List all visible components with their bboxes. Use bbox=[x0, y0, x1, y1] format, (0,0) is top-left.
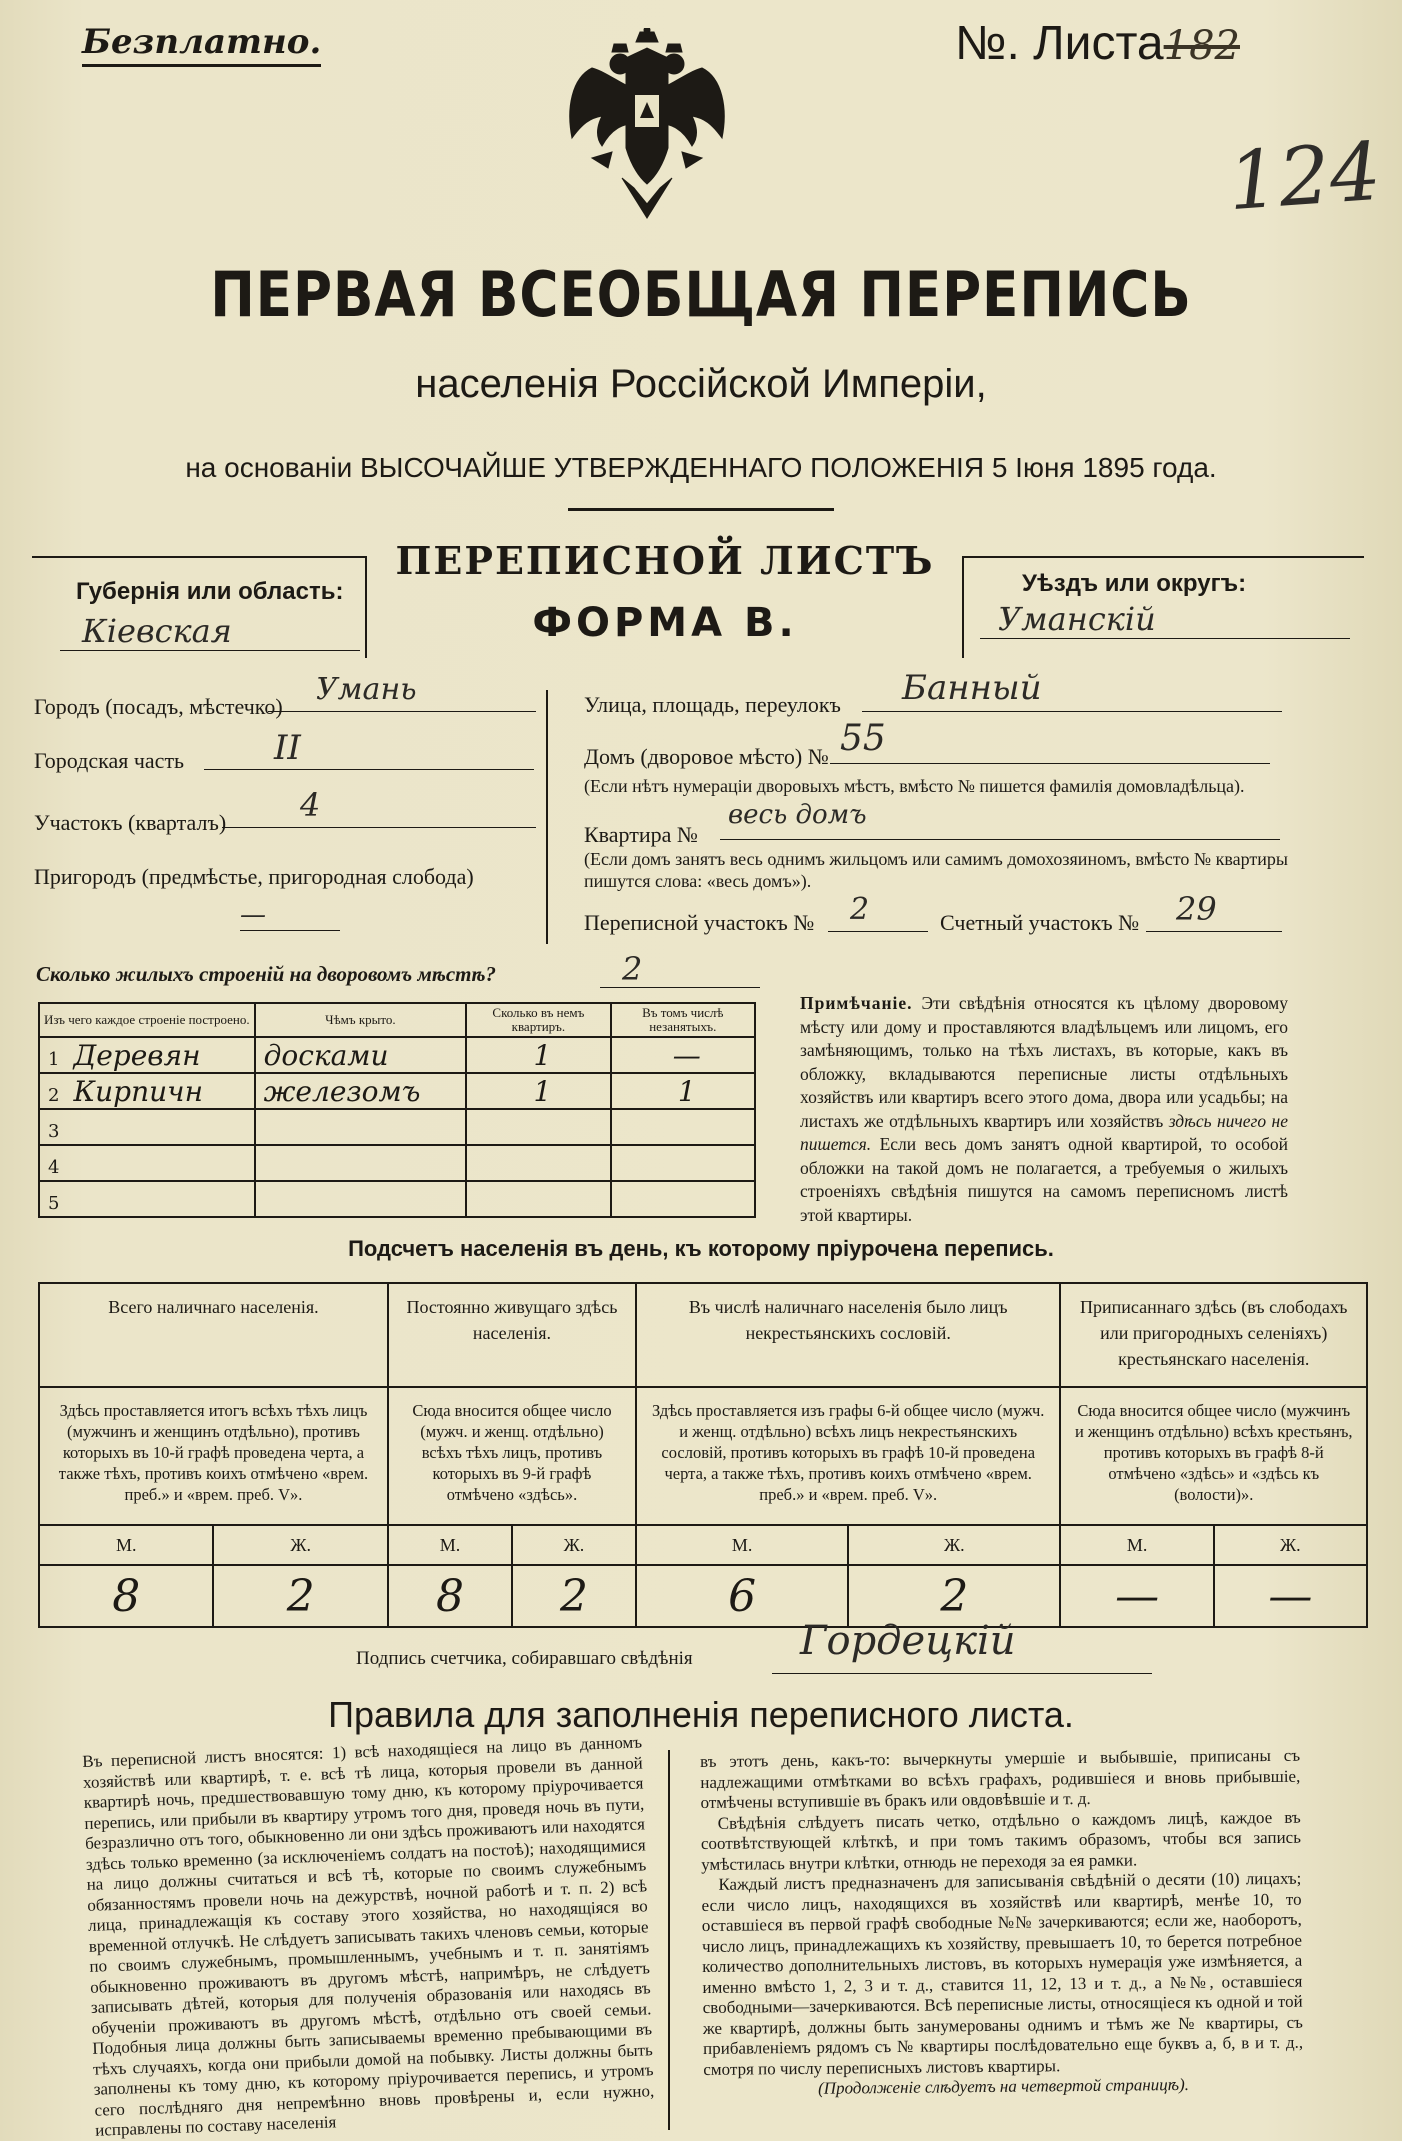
col-permanent-desc: Сюда вносится общее число (мужч. и женщ. отдѣльно) всѣхъ тѣхъ лицъ, противъ которыхъ въ 9-й графѣ отмѣчено «здѣсь». bbox=[388, 1387, 636, 1525]
col-total-header: Всего наличнаго населенія. bbox=[39, 1283, 388, 1387]
apartments-cell: 1 bbox=[466, 1073, 610, 1109]
table-row bbox=[39, 1145, 755, 1181]
peasant-male-value: — bbox=[1060, 1565, 1213, 1627]
city-part-label: Городская часть bbox=[34, 748, 185, 773]
nonpeasant-male-value: 6 bbox=[636, 1565, 848, 1627]
subtitle: населенія Россійской Имперіи, bbox=[415, 362, 987, 406]
apartment-value: весь домъ bbox=[720, 800, 1280, 840]
house-note: (Если нѣтъ нумераціи дворовыхъ мѣстъ, вмѣсто № пишется фамилія домовладѣльца). bbox=[584, 776, 1245, 796]
form-name: ФОРМА В. bbox=[532, 600, 798, 646]
table-header bbox=[39, 1003, 755, 1037]
population-values bbox=[39, 1565, 1367, 1627]
city-value: Умань bbox=[268, 672, 536, 712]
female-label: Ж. bbox=[848, 1525, 1060, 1565]
permanent-female-value: 2 bbox=[512, 1565, 636, 1627]
population-table bbox=[38, 1282, 1368, 1628]
male-label: М. bbox=[39, 1525, 213, 1565]
col-material-header: Изъ чего каждое строеніе построено. bbox=[39, 1003, 255, 1037]
population-descriptions bbox=[39, 1387, 1367, 1525]
street-label: Улица, площадь, переулокъ bbox=[584, 692, 841, 717]
sheet-title: ПЕРЕПИСНОЙ ЛИСТЪ bbox=[395, 538, 935, 583]
census-section-value: 2 bbox=[828, 892, 928, 932]
city-part-value: II bbox=[204, 728, 534, 770]
note-label: Примѣчаніе. bbox=[800, 993, 913, 1013]
buildings-table bbox=[38, 1002, 756, 1218]
roof-cell bbox=[255, 1181, 467, 1217]
female-label: Ж. bbox=[1214, 1525, 1367, 1565]
material-cell: 3 bbox=[39, 1109, 255, 1145]
roof-cell: железомъ bbox=[255, 1073, 467, 1109]
continued-note: (Продолженіе слѣдуетъ на четвертой страницѣ). bbox=[817, 2074, 1190, 2098]
col-nonpeasant-header: Въ числѣ наличнаго населенія было лицъ некрестьянскихъ сословій. bbox=[636, 1283, 1061, 1387]
province-value: Кіевская bbox=[60, 612, 360, 651]
main-title: ПЕРВАЯ ВСЕОБЩАЯ ПЕРЕПИСЬ bbox=[210, 258, 1192, 331]
district-label: Уѣздъ или округъ: bbox=[1022, 570, 1247, 597]
sheet-number-value: 182 bbox=[1163, 23, 1240, 69]
total-female-value: 2 bbox=[213, 1565, 387, 1627]
male-label: М. bbox=[388, 1525, 512, 1565]
apartment-label: Квартира № bbox=[584, 822, 698, 847]
table-row bbox=[39, 1037, 755, 1073]
table-row bbox=[39, 1073, 755, 1109]
rules-para-c: Каждый листъ предназначенъ для записыванія свѣдѣній о десяти (10) лицахъ; если число лицъ, находящихся въ хозяйствѣ или квартирѣ, менѣе 10, то оставшіеся въ первой графѣ свободные №№ зачеркиваются; если же, наоборотъ, число лицъ, принадлежащихъ къ хозяйству, превышаетъ 10, то берется потребное количество дополнительныхъ листовъ, въ которыхъ нумерація уже измѣняется, а именно вмѣсто 1, 2, 3 и т. д., ставится 11, 12, 13 и т. д., а №№, оставшіеся свободными—зачеркиваются. Всѣ переписные листы, относящіеся къ одной и той же квартирѣ, должны быть занумерованы однимъ и тѣмъ же № квартиры, съ прибавленіемъ рядомъ съ № квартиры послѣдовательно еще буквъ а, б, в и т. д., смотря по числу переписныхъ листовъ квартиры. bbox=[701, 1868, 1304, 2079]
suburb-value: — bbox=[240, 900, 340, 931]
sheet-label: №. Листа bbox=[955, 17, 1164, 70]
male-label: М. bbox=[636, 1525, 848, 1565]
col-permanent-header: Постоянно живущаго здѣсь населенія. bbox=[388, 1283, 636, 1387]
col-total-desc: Здѣсь проставляется итогъ всѣхъ тѣхъ лицъ (мужчинъ и женщинъ отдѣльно), противъ которыхъ въ 10-й графѣ проведена черта, а также тѣхъ, противъ коихъ отмѣчено «врем. преб.» и «врем. преб. V». bbox=[39, 1387, 388, 1525]
apartments-cell: 1 bbox=[466, 1037, 610, 1073]
apartment-note: (Если домъ занятъ весь однимъ жильцомъ или самимъ домохозяиномъ, вмѣсто № квартиры пишутся слова: «весь домъ»). bbox=[584, 849, 1288, 891]
vacant-cell bbox=[611, 1181, 755, 1217]
apartments-cell bbox=[466, 1145, 610, 1181]
female-label: Ж. bbox=[512, 1525, 636, 1565]
margin-handwritten-number: 124 bbox=[1224, 124, 1384, 229]
roof-cell: досками bbox=[255, 1037, 467, 1073]
total-male-value: 8 bbox=[39, 1565, 213, 1627]
count-section-value: 29 bbox=[1146, 890, 1282, 932]
col-roof-header: Чѣмъ крыто. bbox=[255, 1003, 467, 1037]
col-peasant-desc: Сюда вносится общее число (мужчинъ и женщинъ отдѣльно) всѣхъ крестьянъ, противъ которыхъ въ графѣ 8-й отмѣчено «здѣсь» и «здѣсь къ (волости)». bbox=[1060, 1387, 1367, 1525]
col-nonpeasant-desc: Здѣсь проставляется изъ графы 6-й общее число (мужч. и женщ. отдѣльно) всѣхъ лицъ некрестьянскихъ сословій, противъ которыхъ въ графѣ 10-й проведена черта, а также тѣхъ, противъ коихъ отмѣчено «врем. преб.» и «врем. преб. V». bbox=[636, 1387, 1061, 1525]
buildings-answer: 2 bbox=[600, 950, 760, 988]
signature-label: Подпись счетчика, собиравшаго свѣдѣнія bbox=[356, 1648, 693, 1669]
column-divider bbox=[668, 1750, 670, 2130]
rules-para-a: въ этотъ день, какъ-то: вычеркнуты умершіе и выбывшіе, приписаны съ надлежащими отмѣтками во всѣхъ графахъ, родившіеся и вновь прибывшіе, отмѣчены вступившіе въ бракъ или овдовѣвшіе и т. д. bbox=[700, 1745, 1301, 1812]
table-row bbox=[39, 1109, 755, 1145]
table-row bbox=[39, 1181, 755, 1217]
col-apartments-header: Сколько въ немъ квартиръ. bbox=[466, 1003, 610, 1037]
female-label: Ж. bbox=[213, 1525, 387, 1565]
note-text: Примѣчаніе. Эти свѣдѣнія относятся къ цѣлому дворовому мѣсту или дому и проставляются владѣльцемъ или лицомъ, его замѣняющимъ, только на тѣхъ листахъ, въ которые, какъ въ обложку, вкладываются переписные листы отдѣльныхъ хозяйствъ или квартиръ всего этого дома, двора или усадьбы; на листахъ же отдѣльныхъ квартиръ или хозяйствъ здѣсь ничего не пишется. Если весь домъ занятъ одной квартирой, то особой обложки на такой домъ не полагается, а требуемыя о жилыхъ строеніяхъ свѣдѣнія пишутся на самомъ переписномъ листѣ этой квартиры. bbox=[800, 993, 1289, 1225]
province-label: Губернія или область: bbox=[76, 578, 344, 605]
population-sex-labels bbox=[39, 1525, 1367, 1565]
rules-column-left: Въ переписной листъ вносятся: 1) всѣ находящіеся на лицо въ данномъ хозяйствѣ или квартирѣ, т. е. всѣ тѣ лица, которыя провели въ данной квартирѣ ночь, предшествовавшую тому дню, къ которому пріурочивается перепись, или прибыли въ квартиру утромъ того дня, проведя ночь въ пути, безразлично отъ того, обыкновенно ли они здѣсь проживаютъ или находятся здѣсь только временно (за исключеніемъ солдатъ на постоѣ); находящимися на лицо должны считаться и всѣ тѣ, которые по своимъ служебнымъ обязанностямъ провели ночь на дежурствѣ, ночной работѣ и т. п. 2) всѣ лица, принадлежащія къ составу этого хозяйства, но находящіяся во временной отлучкѣ. Не слѣдуетъ записывать такихъ членовъ семьи, которые по своимъ служебнымъ, промышленнымъ, учебнымъ и т. п. занятіямъ обыкновенно проживаютъ въ другомъ мѣстѣ, напримѣръ, не слѣдуетъ записывать дѣтей, которыя для полученія образованія или находясь въ обученіи проживаютъ въ другомъ мѣстѣ, отдѣльно отъ своей семьи. Подобныя лица должны быть записываемы временно пребывающими въ тѣхъ случаяхъ, когда они прибыли домой на побывку. Листы должны быть заполнены къ тому дню, къ которому пріурочивается перепись, и утромъ сего послѣдняго дня непремѣнно вновь провѣрены и, если нужно, исправлены по составу населенія bbox=[82, 1732, 655, 2140]
col-vacant-header: Въ томъ числѣ незанятыхъ. bbox=[611, 1003, 755, 1037]
suburb-label: Пригородъ (предмѣстье, пригородная слобода) bbox=[34, 864, 474, 889]
vacant-cell bbox=[611, 1145, 755, 1181]
rules-title: Правила для заполненія переписного листа. bbox=[328, 1694, 1074, 1735]
precinct-label: Участокъ (кварталъ) bbox=[34, 810, 227, 835]
material-cell: 1 Деревян bbox=[39, 1037, 255, 1073]
imperial-eagle-icon bbox=[562, 28, 732, 228]
vacant-cell: 1 bbox=[611, 1073, 755, 1109]
divider bbox=[568, 508, 834, 511]
nonpeasant-female-value: 2 bbox=[848, 1565, 1060, 1627]
census-section-label: Переписной участокъ № bbox=[584, 910, 815, 935]
house-value: 55 bbox=[830, 718, 1270, 764]
population-headers bbox=[39, 1283, 1367, 1387]
buildings-question: Сколько жилыхъ строеній на дворовомъ мѣстѣ? bbox=[36, 962, 497, 986]
precinct-value: 4 bbox=[222, 786, 536, 828]
city-label: Городъ (посадъ, мѣстечко) bbox=[34, 694, 283, 719]
house-label: Домъ (дворовое мѣсто) № bbox=[584, 744, 829, 769]
count-section-label: Счетный участокъ № bbox=[940, 910, 1140, 935]
fields-divider bbox=[546, 690, 548, 944]
material-cell: 2 Кирпичн bbox=[39, 1073, 255, 1109]
population-caption: Подсчетъ населенія въ день, къ которому пріурочена перепись. bbox=[348, 1236, 1054, 1261]
sheet-number-label bbox=[955, 16, 1240, 71]
legal-basis: на основаніи ВЫСОЧАЙШЕ УТВЕРЖДЕННАГО ПОЛОЖЕНІЯ 5 Іюня 1895 года. bbox=[185, 452, 1217, 483]
permanent-male-value: 8 bbox=[388, 1565, 512, 1627]
apartments-cell bbox=[466, 1109, 610, 1145]
free-label: Безплатно. bbox=[82, 22, 321, 67]
signature-value: Гордецкій bbox=[772, 1618, 1152, 1674]
roof-cell bbox=[255, 1145, 467, 1181]
vacant-cell: — bbox=[611, 1037, 755, 1073]
vacant-cell bbox=[611, 1109, 755, 1145]
col-peasant-header: Приписаннаго здѣсь (въ слободахъ или пригородныхъ селеніяхъ) крестьянскаго населенія. bbox=[1060, 1283, 1367, 1387]
material-cell: 5 bbox=[39, 1181, 255, 1217]
material-cell: 4 bbox=[39, 1145, 255, 1181]
male-label: М. bbox=[1060, 1525, 1213, 1565]
street-value: Банный bbox=[862, 668, 1282, 712]
apartments-cell bbox=[466, 1181, 610, 1217]
rules-para-b: Свѣдѣнія слѣдуетъ писать четко, отдѣльно о каждомъ лицѣ, каждое въ соотвѣтствующей клѣткѣ, и при томъ такимъ образомъ, чтобы вся запись умѣстилась внутри клѣтки, отнюдь не переходя за ея рамки. bbox=[700, 1807, 1302, 1874]
rules-column-right bbox=[700, 1746, 1304, 2101]
roof-cell bbox=[255, 1109, 467, 1145]
district-value: Уманскій bbox=[980, 600, 1350, 639]
peasant-female-value: — bbox=[1214, 1565, 1367, 1627]
